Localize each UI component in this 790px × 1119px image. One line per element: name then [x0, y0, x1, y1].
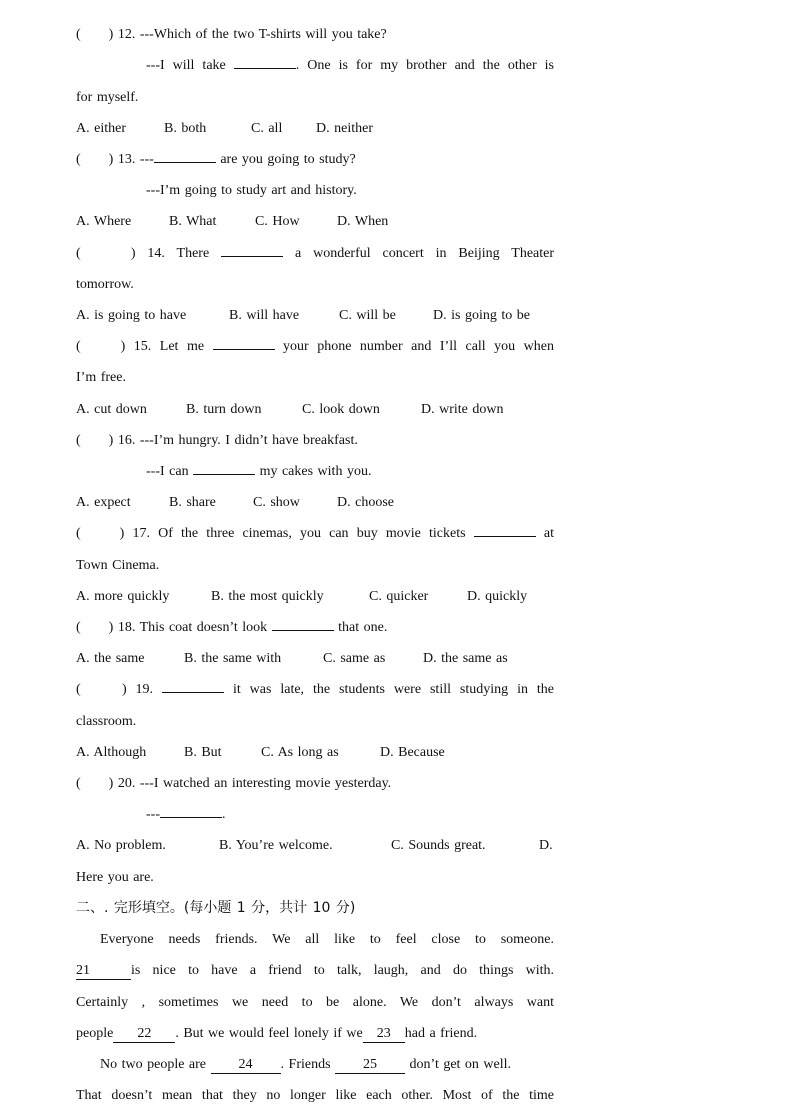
passage-line5-end: don’t get on well.	[409, 1057, 512, 1072]
passage-line3: Certainly , sometimes we need to be alone. We don’t always want	[76, 995, 554, 1010]
passage-line4-end: had a friend.	[404, 1026, 478, 1041]
q18-option-c: C. same as	[323, 651, 386, 666]
q13-options	[76, 206, 554, 237]
q14-option-d: D. is going to be	[433, 308, 530, 323]
q17-option-a: A. more quickly	[76, 589, 170, 604]
q15-options	[76, 394, 554, 425]
q12-answer-start: ---I will take	[146, 58, 226, 73]
q19-line2: classroom.	[76, 714, 137, 729]
q19-option-a: A. Although	[76, 745, 147, 760]
q12-line1	[76, 19, 554, 50]
q16-number: ( ) 16.	[76, 433, 136, 448]
q13-option-d: D. When	[337, 214, 389, 229]
q12-answer-end: . One is for my brother and the other is	[295, 58, 555, 73]
passage-line5-start: No two people are	[100, 1057, 207, 1072]
q12-line3: for myself.	[76, 90, 139, 105]
passage-line5	[100, 1049, 554, 1080]
q20-number: ( ) 20.	[76, 776, 136, 791]
passage-line2	[76, 955, 554, 986]
q19-options	[76, 737, 554, 768]
q16-answer-start: ---I can	[146, 464, 189, 479]
q16-line1	[76, 425, 554, 456]
q17-question: ( ) 17. Of the three cinemas, you can buy movie tickets	[76, 526, 466, 541]
q19-number: ( ) 19.	[76, 682, 154, 697]
q20-option-b: B. You’re welcome.	[219, 838, 333, 853]
q14-options	[76, 300, 554, 331]
q16-answer-end: my cakes with you.	[259, 464, 372, 479]
q15-line1	[76, 331, 554, 362]
q20-answer-start: ---	[146, 807, 160, 822]
q20-option-c: C. Sounds great.	[391, 838, 486, 853]
q18-blank	[272, 613, 334, 631]
section-heading: 二、. 完形填空。(每小题 1 分，共计 10 分)	[76, 900, 356, 916]
passage-line2-text: is nice to have a friend to talk, laugh, and do things with.	[131, 963, 554, 978]
passage-line4-mid: . But we would feel lonely if we	[175, 1026, 363, 1041]
q19-question: it was late, the students were still studying in the	[232, 682, 555, 697]
q20-option-d-text: Here you are.	[76, 870, 154, 885]
passage-line1: Everyone needs friends. We all like to feel close to someone.	[100, 932, 554, 947]
blank-24: 24	[211, 1056, 281, 1074]
q17-option-d: D. quickly	[467, 589, 528, 604]
q17-line1	[76, 518, 554, 549]
q18-question-end: that one.	[338, 620, 388, 635]
q19-option-c: C. As long as	[261, 745, 339, 760]
q20-question: ---I watched an interesting movie yesterday.	[139, 776, 392, 791]
q20-blank	[160, 800, 222, 818]
q20-line1	[76, 768, 554, 799]
q13-option-c: C. How	[255, 214, 300, 229]
q14-question: a wonderful concert in Beijing Theater	[295, 246, 555, 261]
q12-option-c: C. all	[251, 121, 283, 136]
q12-option-a: A. either	[76, 121, 126, 136]
q18-line1	[76, 612, 554, 643]
q12-option-d: D. neither	[316, 121, 373, 136]
q16-option-b: B. share	[169, 495, 216, 510]
passage-line6: That doesn’t mean that they no longer like each other. Most of the time	[76, 1088, 554, 1103]
q19-option-b: B. But	[184, 745, 222, 760]
q14-option-b: B. will have	[229, 308, 300, 323]
q13-number: ( ) 13. ---	[76, 152, 154, 167]
q15-line2: I’m free.	[76, 370, 126, 385]
q16-options	[76, 487, 554, 518]
q12-option-b: B. both	[164, 121, 207, 136]
q20-option-a: A. No problem.	[76, 838, 166, 853]
q16-blank	[193, 457, 255, 475]
q19-blank	[162, 675, 224, 693]
q18-option-b: B. the same with	[184, 651, 282, 666]
passage-line5-mid: . Friends	[280, 1057, 331, 1072]
q20-option-d: D.	[539, 838, 553, 853]
q15-blank	[213, 332, 275, 350]
q17-blank	[474, 519, 536, 537]
q13-question: are you going to study?	[220, 152, 356, 167]
q15-number: ( ) 15. Let me	[76, 339, 205, 354]
q17-option-c: C. quicker	[369, 589, 429, 604]
q18-option-d: D. the same as	[423, 651, 508, 666]
q13-line2: ---I’m going to study art and history.	[146, 183, 357, 198]
blank-22: 22	[113, 1025, 175, 1043]
q14-option-a: A. is going to have	[76, 308, 187, 323]
q17-options	[76, 581, 554, 612]
q18-option-a: A. the same	[76, 651, 145, 666]
q15-option-a: A. cut down	[76, 402, 147, 417]
q12-options	[76, 113, 554, 144]
q16-question: ---I’m hungry. I didn’t have breakfast.	[139, 433, 358, 448]
q17-line2: Town Cinema.	[76, 558, 160, 573]
q14-line1	[76, 238, 554, 269]
q14-line2: tomorrow.	[76, 277, 134, 292]
q18-options	[76, 643, 554, 674]
q12-line2	[146, 50, 554, 81]
q20-answer-end: .	[222, 807, 226, 822]
q14-option-c: C. will be	[339, 308, 396, 323]
q16-line2	[146, 456, 554, 487]
q14-number: ( ) 14. There	[76, 246, 210, 261]
blank-21: 21	[76, 962, 131, 980]
q12-question: ---Which of the two T-shirts will you take?	[139, 27, 387, 42]
passage-line4	[76, 1018, 554, 1049]
q19-line1	[76, 674, 554, 705]
q13-line1	[76, 144, 554, 175]
q20-options	[76, 830, 554, 861]
q16-option-a: A. expect	[76, 495, 131, 510]
q19-option-d: D. Because	[380, 745, 445, 760]
q13-option-a: A. Where	[76, 214, 132, 229]
q15-option-d: D. write down	[421, 402, 504, 417]
q17-option-b: B. the most quickly	[211, 589, 324, 604]
q15-question: your phone number and I’ll call you when	[283, 339, 554, 354]
q14-blank	[221, 239, 283, 257]
q16-option-c: C. show	[253, 495, 300, 510]
q16-option-d: D. choose	[337, 495, 394, 510]
q15-option-b: B. turn down	[186, 402, 262, 417]
q12-blank	[234, 51, 296, 69]
q15-option-c: C. look down	[302, 402, 380, 417]
q20-line2	[146, 799, 554, 830]
blank-23: 23	[363, 1025, 405, 1043]
q13-option-b: B. What	[169, 214, 217, 229]
passage-line4-start: people	[76, 1026, 114, 1041]
q12-number: ( ) 12.	[76, 27, 136, 42]
blank-25: 25	[335, 1056, 405, 1074]
q13-blank	[154, 145, 216, 163]
q17-question-end: at	[543, 526, 555, 541]
q18-question: ( ) 18. This coat doesn’t look	[76, 620, 268, 635]
